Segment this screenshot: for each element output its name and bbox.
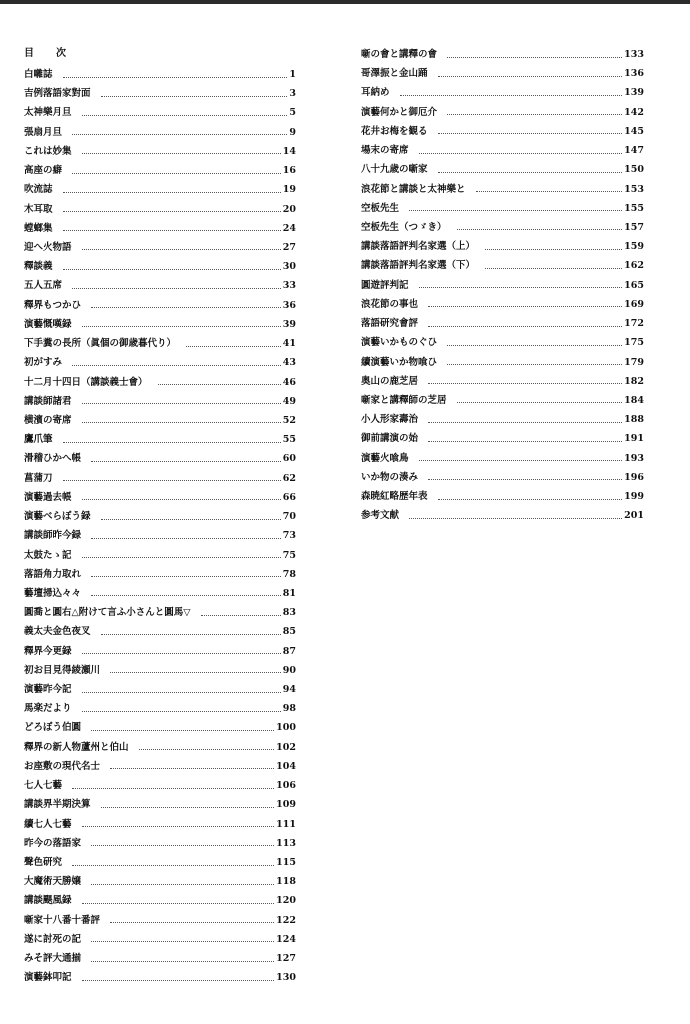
toc-entry-title: 落語研究會評 — [361, 318, 419, 330]
toc-entry-leader — [139, 749, 275, 750]
top-border — [0, 0, 690, 4]
toc-entry-leader — [409, 210, 622, 211]
toc-entry-leader — [82, 653, 281, 654]
toc-entry — [361, 182, 644, 198]
toc-entry-title: どろぼう伯圓 — [24, 722, 82, 734]
toc-entry — [24, 701, 296, 717]
toc-entry — [361, 143, 644, 159]
toc-entry — [361, 470, 644, 486]
toc-entry-title: 菖蒲刀 — [24, 472, 53, 484]
toc-entry-page-number: 109 — [276, 799, 296, 811]
toc-entry-title: 御前講演の始 — [361, 433, 419, 445]
toc-entry-leader — [101, 634, 281, 635]
toc-entry-page-number: 90 — [282, 664, 296, 676]
toc-entry-title: 遂に討死の記 — [24, 933, 82, 945]
toc-entry-title: 演藝いかものぐひ — [361, 337, 438, 349]
toc-entry-page-number: 52 — [282, 414, 296, 426]
toc-entry — [24, 336, 296, 352]
toc-entry-title: 續七人七藝 — [24, 818, 72, 830]
toc-entry-title: 噺家十八番十番評 — [24, 914, 101, 926]
toc-entry-page-number: 199 — [624, 491, 644, 503]
toc-entry-leader — [91, 730, 274, 731]
toc-entry-title: 圓喬と圓右△附けて言ふ小さんと圓馬▽ — [24, 607, 191, 619]
toc-entry-title: 演藝何かと御厄介 — [361, 106, 438, 118]
toc-entry-title: 釋界もつかひ — [24, 299, 82, 311]
toc-entry-page-number: 153 — [624, 183, 644, 195]
toc-entry-title: 演藝過去帳 — [24, 491, 72, 503]
toc-entry — [24, 240, 296, 256]
toc-entry — [24, 67, 296, 83]
toc-entry — [24, 202, 296, 218]
toc-entry-leader — [72, 134, 287, 135]
toc-entry — [361, 316, 644, 332]
toc-entry-leader — [428, 479, 622, 480]
toc-entry-title: 高座の癖 — [24, 165, 63, 177]
toc-entry-leader — [72, 788, 274, 789]
toc-entry-title: 木耳取 — [24, 203, 53, 215]
toc-entry — [361, 220, 644, 236]
toc-entry-leader — [438, 499, 623, 500]
toc-entry — [24, 759, 296, 775]
toc-entry-leader — [82, 557, 281, 558]
toc-entry — [24, 163, 296, 179]
toc-entry-title: 初がすみ — [24, 357, 63, 369]
toc-entry-page-number: 120 — [276, 895, 296, 907]
toc-entry-leader — [91, 461, 281, 462]
toc-entry-page-number: 136 — [624, 68, 644, 80]
toc-entry-leader — [476, 191, 623, 192]
toc-entry-page-number: 113 — [276, 837, 296, 849]
toc-entry — [361, 47, 644, 63]
toc-entry — [361, 355, 644, 371]
toc-entry-title: 太鼓たゝ記 — [24, 549, 72, 561]
toc-entry-page-number: 46 — [282, 376, 296, 388]
toc-entry-leader — [82, 903, 275, 904]
toc-entry-leader — [72, 288, 281, 289]
toc-entry-page-number: 102 — [276, 741, 296, 753]
toc-entry-leader — [457, 229, 623, 230]
toc-entry-leader — [110, 768, 274, 769]
toc-entry-page-number: 41 — [282, 338, 296, 350]
toc-entry-leader — [438, 172, 623, 173]
toc-entry — [24, 278, 296, 294]
toc-entry — [24, 375, 296, 391]
toc-entry-title: 参考文献 — [361, 510, 400, 522]
toc-entry-title: 藝壇掃込々々 — [24, 587, 82, 599]
toc-entry-page-number: 115 — [276, 857, 296, 869]
toc-entry-leader — [428, 383, 622, 384]
toc-entry — [24, 432, 296, 448]
toc-entry-title: 五人五席 — [24, 280, 63, 292]
toc-entry — [24, 317, 296, 333]
toc-entry-title: 空板先生 — [361, 202, 400, 214]
toc-entry — [361, 201, 644, 217]
toc-entry-title: 花井お梅を観る — [361, 125, 428, 137]
toc-entry — [24, 682, 296, 698]
toc-entry-title: 耳納め — [361, 87, 390, 99]
toc-entry-title: 演藝べらぼう録 — [24, 511, 91, 523]
toc-entry — [361, 393, 644, 409]
toc-entry-leader — [101, 96, 288, 97]
toc-entry-title: 張扇月旦 — [24, 126, 63, 138]
toc-entry-title: 講談師昨今録 — [24, 530, 82, 542]
toc-entry-title: 螳螂集 — [24, 222, 53, 234]
toc-entry — [24, 125, 296, 141]
toc-entry — [24, 778, 296, 794]
toc-entry — [361, 489, 644, 505]
toc-entry-page-number: 20 — [282, 203, 296, 215]
toc-entry-page-number: 98 — [282, 703, 296, 715]
toc-entry — [361, 335, 644, 351]
toc-entry-title: 義太夫金色夜叉 — [24, 626, 91, 638]
toc-entry-page-number: 133 — [624, 49, 644, 60]
toc-entry-page-number: 66 — [282, 491, 296, 503]
toc-entry-page-number: 188 — [624, 414, 644, 426]
toc-entry-leader — [447, 364, 622, 365]
toc-entry-page-number: 145 — [624, 125, 644, 137]
toc-entry-title: いか物の湊み — [361, 471, 419, 483]
toc-entry-title: 鷹爪筆 — [24, 434, 53, 446]
toc-entry-page-number: 182 — [624, 375, 644, 387]
toc-entry-title: みそ評大通揃 — [24, 953, 82, 965]
toc-entry-leader — [419, 287, 623, 288]
toc-entry — [24, 951, 296, 967]
toc-entry-page-number: 159 — [624, 241, 644, 253]
toc-entry — [361, 239, 644, 255]
toc-entry-title: 講談界半期決算 — [24, 799, 91, 811]
toc-entry-page-number: 169 — [624, 298, 644, 310]
toc-entry-leader — [82, 980, 275, 981]
toc-entry-leader — [72, 173, 281, 174]
toc-entry-page-number: 139 — [624, 87, 644, 99]
toc-entry-leader — [400, 95, 623, 96]
toc-entry — [361, 297, 644, 313]
toc-entry-page-number: 124 — [276, 933, 296, 945]
toc-entry — [24, 298, 296, 314]
toc-entry-title: 小人形家壽治 — [361, 414, 419, 426]
toc-entry-page-number: 36 — [282, 299, 296, 311]
toc-entry-page-number: 9 — [289, 126, 296, 138]
toc-entry-title: 釋界今更録 — [24, 645, 72, 657]
toc-entry — [361, 451, 644, 467]
toc-entry-leader — [485, 268, 622, 269]
toc-entry-title: 講談落語評判名家選（下） — [361, 260, 476, 272]
toc-entry-title: 奥山の鹿芝居 — [361, 375, 419, 387]
toc-entry-title: 迎へ火物語 — [24, 241, 72, 253]
toc-entry-title: これは妙集 — [24, 145, 72, 157]
toc-entry-title: 空板先生（つゞき） — [361, 221, 447, 233]
toc-entry-leader — [63, 480, 281, 481]
toc-entry-title: 太神樂月旦 — [24, 107, 72, 119]
toc-entry-page-number: 14 — [282, 145, 296, 157]
toc-entry-page-number: 127 — [276, 953, 296, 965]
toc-entry-page-number: 27 — [282, 241, 296, 253]
toc-entry — [24, 605, 296, 621]
toc-entry-page-number: 118 — [276, 876, 296, 888]
toc-entry — [24, 893, 296, 909]
toc-entry-leader — [428, 441, 622, 442]
toc-entry-title: 七人七藝 — [24, 780, 63, 792]
toc-entry — [24, 624, 296, 640]
toc-entry — [24, 355, 296, 371]
toc-entry-title: 吉例落語家對面 — [24, 88, 91, 100]
toc-entry-leader — [82, 711, 281, 712]
toc-entry-leader — [409, 518, 622, 519]
toc-entry-title: 釋界の新人物蘆州と伯山 — [24, 741, 129, 753]
toc-entry-leader — [63, 230, 281, 231]
toc-entry-leader — [82, 153, 281, 154]
toc-entry-title: 講談颶風録 — [24, 895, 72, 907]
toc-entry-leader — [72, 865, 274, 866]
toc-entry-title: 馬楽だより — [24, 703, 72, 715]
toc-entry — [361, 508, 644, 524]
toc-entry-title: 演藝火喰鳥 — [361, 452, 409, 464]
toc-entry-leader — [63, 442, 281, 443]
toc-entry-leader — [419, 153, 623, 154]
toc-entry-leader — [63, 77, 288, 78]
toc-entry — [24, 663, 296, 679]
toc-entry-title: 滑稽ひかへ帳 — [24, 453, 82, 465]
toc-entry — [361, 412, 644, 428]
toc-entry-leader — [91, 941, 274, 942]
toc-entry — [361, 258, 644, 274]
toc-entry-leader — [428, 306, 622, 307]
toc-entry-leader — [63, 211, 281, 212]
toc-entry-leader — [438, 76, 623, 77]
toc-entry-leader — [91, 538, 281, 539]
toc-entry — [24, 509, 296, 525]
toc-entry-leader — [82, 422, 281, 423]
toc-entry-page-number: 43 — [282, 357, 296, 369]
toc-entry — [24, 221, 296, 237]
toc-entry-page-number: 78 — [282, 568, 296, 580]
toc-entry-leader — [63, 192, 281, 193]
toc-entry-page-number: 106 — [276, 780, 296, 792]
toc-entry-leader — [91, 884, 274, 885]
toc-entry-page-number: 33 — [282, 280, 296, 292]
toc-entry-leader — [101, 807, 275, 808]
toc-entry-leader — [485, 249, 622, 250]
toc-entry-leader — [438, 133, 623, 134]
toc-entry-page-number: 111 — [276, 818, 296, 830]
toc-entry-page-number: 73 — [282, 530, 296, 542]
toc-entry-leader — [91, 307, 281, 308]
toc-entry-title: 講談師諸君 — [24, 395, 72, 407]
toc-entry — [361, 85, 644, 101]
toc-entry-page-number: 196 — [624, 471, 644, 483]
toc-entry-page-number: 130 — [276, 972, 296, 984]
toc-entry-leader — [419, 460, 623, 461]
toc-entry — [24, 797, 296, 813]
toc-entry — [24, 586, 296, 602]
toc-entry-page-number: 193 — [624, 452, 644, 464]
toc-entry-title: 十二月十四日（講談義士會） — [24, 376, 148, 388]
toc-entry-page-number: 30 — [282, 261, 296, 273]
toc-entry-title: 聲色研究 — [24, 857, 63, 869]
toc-entry-title: 圓遊評判記 — [361, 279, 409, 291]
toc-entry — [361, 66, 644, 82]
toc-entry-title: 釋談義 — [24, 261, 53, 273]
toc-entry-page-number: 75 — [282, 549, 296, 561]
toc-entry-page-number: 100 — [276, 722, 296, 734]
toc-entry-leader — [63, 269, 281, 270]
toc-entry-leader — [91, 961, 274, 962]
toc-entry — [24, 528, 296, 544]
toc-entry — [24, 182, 296, 198]
toc-entry-title: 横濱の寄席 — [24, 414, 72, 426]
toc-entry — [24, 144, 296, 160]
toc-entry — [361, 431, 644, 447]
toc-entry-page-number: 3 — [289, 88, 296, 100]
toc-entry-page-number: 172 — [624, 318, 644, 330]
toc-entry-title: 場末の寄席 — [361, 145, 409, 157]
toc-entry-leader — [186, 346, 281, 347]
toc-entry-leader — [82, 249, 281, 250]
toc-entry-page-number: 157 — [624, 221, 644, 233]
toc-entry-page-number: 83 — [282, 607, 296, 619]
toc-entry-leader — [82, 326, 281, 327]
toc-entry-page-number: 179 — [624, 356, 644, 368]
toc-entry-leader — [201, 615, 281, 616]
toc-entry — [24, 86, 296, 102]
toc-entry-leader — [82, 499, 281, 500]
toc-entry-page-number: 49 — [282, 395, 296, 407]
toc-entry-title: 演藝昨今記 — [24, 684, 72, 696]
toc-entry-page-number: 70 — [282, 511, 296, 523]
toc-entry-leader — [72, 365, 281, 366]
toc-entry-title: 八十九歳の噺家 — [361, 164, 428, 176]
toc-entry — [24, 720, 296, 736]
toc-entry-leader — [91, 576, 281, 577]
toc-entry-leader — [101, 519, 281, 520]
toc-entry-title: お座敷の現代名士 — [24, 760, 101, 772]
toc-entry-leader — [428, 422, 622, 423]
toc-entry-leader — [428, 326, 622, 327]
toc-entry-page-number: 162 — [624, 260, 644, 272]
toc-entry — [361, 278, 644, 294]
toc-entry-page-number: 147 — [624, 145, 644, 157]
toc-entry-page-number: 85 — [282, 626, 296, 638]
toc-entry-page-number: 94 — [282, 684, 296, 696]
toc-entry-title: 大魔術天勝嬢 — [24, 876, 82, 888]
toc-entry-page-number: 155 — [624, 202, 644, 214]
toc-entry — [24, 740, 296, 756]
toc-entry — [24, 490, 296, 506]
toc-entry-page-number: 150 — [624, 164, 644, 176]
toc-entry-page-number: 201 — [624, 510, 644, 522]
toc-entry-title: 森暁紅略歴年表 — [361, 491, 428, 503]
toc-entry-title: 續演藝いか物喰ひ — [361, 356, 438, 368]
toc-entry-title: 白囃誌 — [24, 69, 53, 80]
toc-entry-page-number: 5 — [289, 107, 296, 119]
toc-entry-page-number: 122 — [276, 914, 296, 926]
toc-entry-page-number: 16 — [282, 165, 296, 177]
toc-entry-page-number: 142 — [624, 106, 644, 118]
toc-entry-title: 下手糞の長所（眞個の御歳暮代り） — [24, 338, 177, 350]
toc-entry-page-number: 165 — [624, 279, 644, 291]
toc-entry-leader — [447, 114, 622, 115]
toc-entry-page-number: 19 — [282, 184, 296, 196]
toc-entry — [24, 451, 296, 467]
toc-entry-leader — [82, 826, 275, 827]
toc-entry-page-number: 184 — [624, 394, 644, 406]
toc-entry-page-number: 104 — [276, 760, 296, 772]
toc-heading: 目 次 — [24, 48, 72, 59]
toc-entry-leader — [82, 403, 281, 404]
toc-entry — [24, 471, 296, 487]
toc-entry — [24, 932, 296, 948]
toc-entry — [24, 394, 296, 410]
toc-entry-leader — [82, 692, 281, 693]
toc-entry-leader — [110, 672, 281, 673]
toc-entry — [24, 874, 296, 890]
toc-entry-title: 昨今の落語家 — [24, 837, 82, 849]
toc-entry-page-number: 24 — [282, 222, 296, 234]
toc-entry-leader — [447, 57, 622, 58]
toc-entry-page-number: 87 — [282, 645, 296, 657]
toc-entry — [24, 970, 296, 986]
toc-entry — [24, 548, 296, 564]
toc-entry-page-number: 62 — [282, 472, 296, 484]
toc-entry-leader — [91, 845, 274, 846]
toc-entry-leader — [110, 922, 274, 923]
toc-entry — [361, 374, 644, 390]
toc-entry-title: 噺の會と講釋の會 — [361, 49, 438, 60]
toc-entry-leader — [91, 595, 281, 596]
toc-entry — [24, 855, 296, 871]
toc-entry-page-number: 81 — [282, 587, 296, 599]
toc-entry-page-number: 39 — [282, 318, 296, 330]
toc-entry-title: 浪花節と講談と太神樂と — [361, 183, 466, 195]
toc-entry-page-number: 191 — [624, 433, 644, 445]
toc-entry-page-number: 60 — [282, 453, 296, 465]
toc-entry-title: 噺家と講釋師の芝居 — [361, 394, 447, 406]
toc-entry — [361, 124, 644, 140]
toc-entry-page-number: 1 — [289, 69, 296, 80]
toc-entry — [24, 644, 296, 660]
toc-entry — [24, 413, 296, 429]
toc-entry — [24, 105, 296, 121]
toc-entry-title: 初お目見得綾瀬川 — [24, 664, 101, 676]
toc-entry-page-number: 55 — [282, 434, 296, 446]
toc-entry-leader — [457, 402, 623, 403]
toc-entry-leader — [82, 115, 288, 116]
toc-entry-title: 哥澤振と金山踊 — [361, 68, 428, 80]
toc-entry — [24, 259, 296, 275]
toc-entry — [361, 105, 644, 121]
toc-entry — [24, 567, 296, 583]
toc-entry-title: 浪花節の事也 — [361, 298, 419, 310]
toc-entry — [24, 913, 296, 929]
toc-entry-title: 落語角力取れ — [24, 568, 82, 580]
toc-entry-leader — [447, 345, 622, 346]
toc-entry-title: 講談落語評判名家選（上） — [361, 241, 476, 253]
toc-entry — [24, 817, 296, 833]
toc-entry-page-number: 175 — [624, 337, 644, 349]
toc-entry-title: 演藝慨嘆録 — [24, 318, 72, 330]
toc-entry-leader — [158, 384, 281, 385]
toc-entry-title: 演藝鉢叩記 — [24, 972, 72, 984]
toc-entry-title: 吹流誌 — [24, 184, 53, 196]
toc-entry — [361, 162, 644, 178]
toc-entry — [24, 836, 296, 852]
